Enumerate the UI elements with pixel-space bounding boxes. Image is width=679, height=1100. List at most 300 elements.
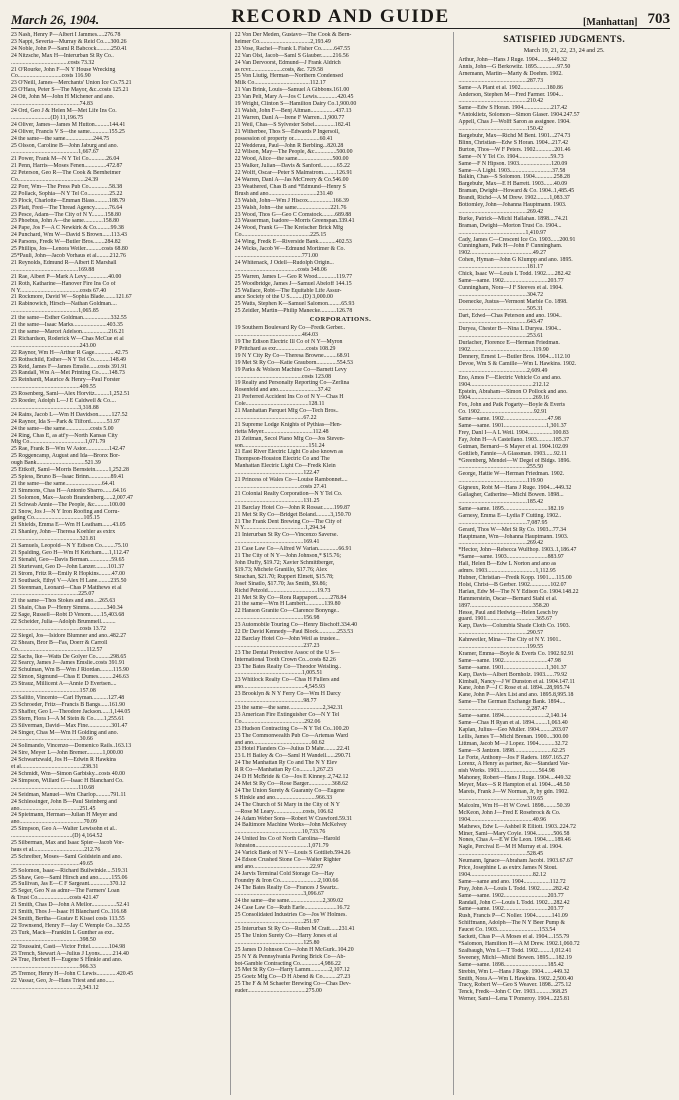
judgment-entry: 24 Oliver, Francis V S—the same.............155.25: [11, 128, 125, 135]
judgment-entry: Kimball, Nancy—J W Dunston et al. 1904.147.11: [458, 678, 576, 685]
judgment-entry: 23 Van Pelt, Mary A—Jos C Lewis..............420.45: [234, 94, 354, 101]
judgment-entry: 25 Zeidler, Martin—Philip Manecke...........126.78: [234, 308, 353, 315]
judgment-entry: Schiffmann, Adolph—The N Y Beer Pump &: [458, 920, 566, 927]
judgment-entry: 25 Von Liutig, Herman—Northern Condensed: [234, 73, 344, 80]
judgment-entry: 23 Nappi, Severia—Murray & Reid Co.....300.26: [11, 38, 127, 45]
judgment-entry: 23 Rothschild, Esther—N Y Tel Co...........148.49: [11, 356, 126, 363]
publication-title: RECORD AND GUIDE: [231, 6, 450, 27]
judgment-entry: 25 The F & M Schaefer Brewing Co—Chas Dev-: [234, 981, 351, 988]
judgment-entry: Eno, Amos F—Electric Vehicle Co and ano.: [458, 374, 562, 381]
judgment-entry: 24 The Bates Realty Co—Frances J Swartz..: [234, 884, 339, 891]
judgment-entry: ...............................................199.55: [458, 644, 544, 651]
judgment-entry: ..............................................225.07: [11, 591, 95, 598]
judgment-entry: 24 Schmidt, Wm—Simon Garbisky...costs 40.00: [11, 770, 125, 777]
judgment-entry: 24 Raynor, Ida S—Park & Tilford...........51.97: [11, 418, 120, 425]
judgment-entry: Cunningham, Nora—J F Steeves et al. 1904.: [458, 284, 563, 291]
judgment-entry: Tracy, Robert W—Geo S Weaver. 1898...275.12: [458, 982, 572, 989]
judgment-entry: 21 The City of N Y—John Johnson,* $15.76;: [234, 553, 341, 560]
judgment-entry: 25 Woodbridge, James J—Samuel Abeloff 144.15: [234, 280, 352, 287]
judgment-entry: 22 Raynor, Wm H—Arthur R Gage..............42.75: [11, 349, 129, 356]
judgment-entry: Chick, Isaac W—Louis L Todd. 1902......282.42: [458, 271, 571, 278]
judgment-entry: Kaplan, Julius—Geo Muller. 1904.........203.07: [458, 726, 569, 733]
judgment-entry: 24 Adam Weber Sons—Robert W Crawford.59.31: [234, 815, 353, 822]
judgment-entry: guard. 1901..................................365.67: [458, 616, 553, 623]
judgment-entry: & Trust Co......................costs 421.47: [11, 895, 99, 902]
judgment-entry: Lellis, James T—Michl Brenan. 1900....300.00: [458, 733, 569, 740]
judgment-entry: Co...........................................292.06: [234, 718, 321, 725]
judgment-entry: Gerard, Thos W—Met St Ry Co. 1903...77.34: [458, 526, 566, 533]
judgment-entry: ...........................(D) 11,196.75: [11, 114, 84, 121]
judgment-entry: 23 Vose, Rachel—Frank L Fisher Co.........647.55: [234, 45, 351, 52]
judgment-entry: S Hinkle and ano............................966.33: [234, 794, 333, 801]
judgment-entry: 21 the same—Wm H Lambert.............139.80: [234, 601, 341, 608]
judgment-entry: 23 Turk, Mack—Franklin L Gunther as exr..: [11, 929, 115, 936]
judgment-entry: Same—The German Exchange Bank. 1894....: [458, 699, 566, 706]
judgment-entry: 24 Singer, Chas M—Wm H Golding and ano.: [11, 729, 119, 736]
judgment-entry: 23 Reinhardt, Maurice & Henry—Paul Forster: [11, 377, 121, 384]
judgment-entry: Bottomley, John—Johanna Hauptmann. 1903.: [458, 202, 567, 209]
judgment-entry: 22 Van Olst, Jacob—Saml S Glauber........216.56: [234, 52, 349, 59]
judgment-entry: Burton, Thos—W F Peters. 1902.............201.46: [458, 146, 571, 153]
judgment-entry: Milk Co......................................112.17: [234, 80, 326, 87]
judgment-entry: 23 Plock, Charlotte—Emman Blass..........188.79: [11, 197, 126, 204]
judgment-entry: Same—S Jantzen. 1898..........................62.25: [458, 747, 566, 754]
judgment-entry: 23 Schroeder, Fritz—Francis B Bangs......161.90: [11, 701, 126, 708]
judgment-entry: 21 Reynolds, Edmund R—Albert E Marshall: [11, 259, 117, 266]
judgment-entry: Malcolm, Wm H—H W Cowl. 1898.........50.39: [458, 802, 570, 809]
judgment-entry: 23 Automobile Touring Co—Henry Bischoff.334.40: [234, 622, 358, 629]
judgment-entry: 23 Salitto, Vincento—Carl Hyman...........127.48: [11, 695, 125, 701]
judgment-entry: Mareis, Frank J—W Norman, Jr, by gdn. 1902.: [458, 789, 569, 796]
judgment-entry: Same—same. 1902..............................203.77: [458, 892, 564, 899]
judgment-entry: 25 Schreiber, Moses—Saml Goldstein and ano.: [11, 853, 122, 860]
judgment-entry: 24 Met St Ry Co—Rose Barger................368.62: [234, 780, 348, 787]
judgment-entry: 24 Ring, Chas E, as att'y—North Kansas City: [11, 432, 118, 439]
judgment-entry: 23 Weathered, Chas B and *Edmund—Henry S: [234, 183, 346, 190]
judgment-entry: Braman, Dwight—Howard & Co. 1904..1,485.45: [458, 188, 575, 195]
judgment-entry: Sackett, Chas P—A Moses et al. 1904....155.79: [458, 934, 570, 941]
judgment-entry: 24 Noble, John P—Saml R Babcock..........250.41: [11, 45, 128, 52]
judgment-entry: Randall, John C—Louis L Todd. 1902....282.42: [458, 899, 570, 906]
judgment-entry: 19 Realty and Personalty Reporting Co—Zerlina: [234, 380, 350, 387]
judgment-entry: 24 Nitzsche, Max H—Interurban St Ry Co..: [11, 52, 114, 59]
judgment-entry: 21 Spalding, Geo H—Wm H Ketcham.....1,112.47: [11, 549, 130, 556]
judgment-entry: 25 Olsson, Caroline B—John Jaburg and ano.: [11, 142, 119, 149]
judgment-entry: Cohen, Hyman—John G Klumpp and ano. 1895.: [458, 257, 573, 264]
judgment-entry: Same—A Light. 1903.............................37.58: [458, 167, 566, 174]
judgment-entry: 21 the same—Esther Goldman...................332.55: [11, 315, 127, 322]
judgment-entry: 21 East River Electric Light Co also known as: [234, 449, 344, 456]
judgment-entry: ...........................................costs 348.06: [234, 266, 327, 273]
judgment-entry: 21 Shanley, John—Theresa Koehler as extrx: [11, 529, 116, 536]
judgment-entry: Co..............................costs 116.90: [11, 73, 91, 80]
judgment-entry: 21 Met St Ry Co—Bridget Boland..........3,150.70: [234, 511, 351, 518]
judgment-entry: ...............................................150.42: [458, 126, 544, 133]
judgment-entry: 25 Spiess, Bruno B—Isaac Brinn...............89.41: [11, 474, 124, 480]
judgment-entry: ..............................................110.68: [11, 784, 95, 791]
judgment-entry: Tenck, Fredk—John C Orr. 1903...........368.25: [458, 989, 568, 996]
judgment-entry: ...............................................643.47: [458, 319, 544, 326]
judgment-entry: 22 Wilson, May—The People, &c...............500.00: [234, 149, 353, 156]
judgment-entry: Johnston....................................1,071.79: [234, 843, 329, 850]
judgment-entry: 24 Simpson, Willard G—Isaac H Blanchard Co.: [11, 777, 124, 784]
judgment-entry: 19 Parks & Wolson Machine Co—Barnett Levy: [234, 366, 347, 373]
judgment-entry: 21 Interurban St Ry Co—Vincenzo Saverse.: [234, 532, 338, 539]
judgment-entry: 25 Silberman, Max and Isaac Spier—Jacob Vor-: [11, 840, 124, 847]
judgment-entry: 25 Interurban St Ry Co—Ruben M Cratt......231.41: [234, 926, 355, 932]
judgment-entry: 25 Consolidated Industries Co—Jos W Holmes.: [234, 912, 347, 919]
judgment-entry: 21 Walsh, John F—Benj Altman.................437.13: [234, 107, 352, 114]
judgment-entry: Mathews, Edw L—Ashbel R Elliott. 1903..224.72: [458, 823, 576, 830]
judgment-entry: George, Hattie W—Herman Friedman. 1902.: [458, 471, 565, 478]
judgment-entry: 24 Wing, Fredk E—Riverside Bank............402.53: [234, 239, 352, 246]
judgment-entry: 24 Varick Bank of N Y—Louis S Gottlieb.594.26: [234, 850, 351, 857]
judgment-entry: N Y..........................................1,294.34: [234, 525, 326, 532]
judgment-entry: *Greenberg, Mendel—W Degel of Bldgs. 1896.: [458, 457, 571, 464]
judgment-entry: ..............................................464.03: [234, 332, 318, 339]
judgment-entry: 24 Schlessinger, John B—Paul Steinberg and: [11, 798, 117, 805]
judgment-entry: 1904...........................................82.12: [458, 871, 546, 878]
judgment-entry: ...............................................319.65: [458, 795, 544, 802]
judgment-entry: 23 Stern, Flora I—A M Stein & Co.......1,255.61: [11, 715, 125, 722]
judgment-entry: Gallagher, Catherine—Michl Bowen. 1898...: [458, 492, 564, 499]
judgment-entry: Same—Edw S Horan. 1904...................217.42: [458, 105, 568, 112]
judgment-entry: Frey, Danl I—A L Weil. 1904.................100.83: [458, 429, 569, 436]
judgment-entry: ...............................................966.33: [11, 964, 96, 971]
judgment-entry: John Duffy, $19.72; Xavier Schmittberger,: [234, 559, 335, 566]
judgment-entry: Co. 1902.....................................92.91: [458, 409, 547, 416]
judgment-entry: Burke, Patrick—Michl Hallahan. 1898....74.21: [458, 215, 569, 222]
judgment-entry: 19 Met St Ry Co—Katie Grauborn..............554.53: [234, 359, 353, 366]
judgment-entry: 24 Ott, John M—John H Michener and ano.: [11, 94, 115, 101]
judgment-entry: 25 Roggencamp, August and Ida—Bronx Bor-: [11, 453, 120, 460]
judgment-entry: ...............................................157.08: [11, 688, 96, 695]
judgment-entry: 24 Rains, Jacob L—Wm H Davidson.........127.52: [11, 411, 128, 418]
judgment-entry: 21 Zeitman, Secol Piano Mfg Co—Jos Steven-: [234, 435, 345, 442]
judgment-entry: ...............................................269.42: [458, 540, 544, 547]
judgment-entry: 22 Searcy, James J—James Emslie..costs 391.91: [11, 660, 125, 667]
judgment-entry: 25*Pauli, John—Jacob Vorhaus et al.........212.76: [11, 253, 126, 259]
judgment-entry: ...............................................321.81: [11, 536, 96, 543]
judgment-entry: 25 Shaw, Geo—Saml Hirsch and ano.........155.06: [11, 874, 128, 881]
judgment-entry: Same—A Plant et al. 1902..................180.86: [458, 84, 563, 91]
judgment-entry: 23 American Fire Extinguisher Co—N Y Tel: [234, 711, 340, 718]
judgment-entry: Dart, Edwd—Chas Peterson and ano. 1904..: [458, 312, 562, 319]
judgment-entry: 25 Rae, Frank B—Wm W Astor................142.47: [11, 446, 126, 453]
judgment-entry: ...............................................398.50: [11, 936, 96, 943]
judgment-entry: Miner, Saml—Mary Coyle. 1904............506.58: [458, 830, 570, 837]
judgment-entry: 1904...........................................40.96: [458, 816, 546, 823]
borough-section: [Manhattan]: [583, 17, 638, 28]
judgment-entry: 21 Roth, Katharine—Hanover Fire Ins Co of: [11, 280, 116, 287]
judgment-entry: 21 Preferred Accident Ins Co of N Y—Chas H: [234, 394, 344, 401]
judgment-entry: 21 Smith, Chas D—John A Mellor.................52.41: [11, 902, 130, 909]
judgment-entry: 23 Nash, Henry P—Albert I Jammes.....276.78: [11, 32, 121, 38]
judgment-entry: 23 Phoebus, John A—the same.............158.80: [11, 218, 119, 225]
judgment-entry: ..............................................1,065.85: [11, 308, 99, 315]
judgment-entry: and ano.......................................22.97: [234, 863, 324, 870]
judgment-entry: Smith, Nora A—Wm L Hawkins. 1902..2,500.40: [458, 975, 574, 982]
judgment-entry: ..............................................1,667.67: [11, 149, 99, 156]
judgment-entry: ano..........................................4,545.93: [234, 684, 325, 691]
judgment-entry: 1902...........................................49.27: [458, 250, 546, 257]
judgment-entry: Hesse, Paul and Hedwig—Helen Lesch by: [458, 609, 558, 616]
judgment-entry: Same—same. 1902..............................203.77: [458, 278, 564, 284]
judgment-entry: 21 the same—the same.........................64.41: [11, 480, 116, 487]
judgment-entry: Manhattan Electric Light Co—Fredk Klein: [234, 463, 336, 470]
judgment-entry: Braman, Dwight—Morton Trust Co. 1904...: [458, 222, 562, 229]
judgment-entry: 24 Whitenack, J Odell—Rudolph Origin...: [234, 259, 334, 266]
judgment-entry: Josef Sinatlo, $17.70; Jas Smith, $9.86;: [234, 580, 328, 587]
judgment-entry: ..............................................771.00: [234, 253, 318, 259]
judgment-entry: P Pritchard as exr.....................costs 108.29: [234, 345, 336, 352]
judgment-entry: 24 D H McBride & Co—Jos E Kinney..2,742.12: [234, 774, 349, 781]
judgment-entry: 23 Whitlock Realty Co—Chas H Fullers and: [234, 677, 340, 684]
judgment-entry: 21 O'Rourke, John F—N Y House Wrecking: [11, 66, 116, 73]
judgment-entry: possession of property or..................60.41: [234, 135, 333, 142]
judgment-entry: 24 The Church of St Mary in the City of N Y: [234, 801, 341, 808]
judgment-entry: Thompson-Houston Electric Co and The: [234, 456, 330, 463]
judgment-entry: 23 Walsh, John—Wm J Hiscox.................166.39: [234, 197, 349, 204]
judgment-entry: 24 True, Herbert H—Eugene S Hinkle and ano.: [11, 957, 123, 964]
judgment-entry: 22 Wedderau, Paul—John R Berbling...820.28: [234, 142, 344, 149]
judgment-entry: Cunningham, Patk H—John F Cunningham.: [458, 243, 563, 250]
judgment-entry: 23 Platt, Fred—The Thread Agency..........76.64: [11, 204, 123, 211]
judgment-entry: ...............................................505.31: [458, 305, 544, 312]
judgment-entry: 25 Sullivan, Jas E—C F Sargeant..............370.12: [11, 881, 126, 888]
judgment-entry: Same—same. 1901.............................1,301.37: [458, 664, 567, 671]
judgment-entry: 21 Rockmore, David W—Sophia Blade........121.67: [11, 294, 132, 301]
judgment-entry: 23 The Dental Protective Assoc of the U S—: [234, 649, 340, 656]
judgment-entry: ..............................................169.88: [11, 266, 95, 273]
judgment-entry: 22 Siegel, Jos—Isidore Blumner and ano..482.27: [11, 632, 127, 639]
judgment-entry: Cady, James C—Crescent Ice Co. 1903......200.91: [458, 236, 576, 243]
judgment-entry: Holst, Christ—B Gerber. 1902..............102.07: [458, 581, 567, 588]
judgment-entry: 23 Trench, Stewart A—Julius J Lyons.........214.40: [11, 950, 129, 957]
judgment-entry: 23 Silverman, David—Max Fine................301.47: [11, 722, 128, 729]
judgment-entry: Fox, John and Patk Fogarty—Boyle & Everts: [458, 402, 565, 409]
judgment-entry: 22 Von Der Meden, Gustavo—The Cook & Bern-: [234, 32, 352, 38]
judgment-entry: ...............................................409.55: [11, 384, 96, 391]
judgment-entry: Hubner, Christian—Fredk Kopp. 1901.....115.00: [458, 574, 572, 581]
judgment-entry: ...............................................98.77: [234, 698, 317, 705]
judgment-entry: Littman, Jacob M—J Lopez. 1904...........32.72: [458, 740, 568, 747]
judgment-entry: Garnesy, Emma E—Lydia F Cutting. 1902..: [458, 512, 562, 519]
judgment-entry: 22 Vassar, Geo, Jr—Hans Triest and ano......: [11, 978, 115, 985]
judgment-entry: 25 Phillips, Jos—Lenora Weiler...........costs 68.80: [11, 246, 128, 253]
judgment-entry: ..........................................(D) 4,164.52: [11, 833, 103, 840]
judgment-entry: 21 Barclay Hotel Co—John R Rossar........199.87: [234, 504, 350, 511]
judgment-entry: Karp, Davis—Albert Bornholz. 1903......79.92: [458, 671, 568, 678]
judgment-entry: R R Co—Manhattan Ry Co.........1,267.23: [234, 767, 333, 774]
judgment-entry: .......................................costs 73.32: [11, 59, 95, 66]
judgment-entry: ..............................................costs 123.08: [234, 373, 332, 380]
judgment-entry: ...............................................3,096.67: [234, 891, 324, 898]
judgment-entry: 22 Porr, Wm—The Press Pub Co..............58.38: [11, 183, 123, 190]
judgment-entry: 23 Hudson Contracting Co—N Y Tel Co..100.20: [234, 725, 349, 732]
judgment-entry: 25 James D Johnson Co—John H McGurk..104.20: [234, 946, 354, 953]
judgment-entry: ...............................................2,609.49: [458, 367, 548, 374]
judgment-entry: 24 Warren, Danl A—Jas McCreery & Co.546.00: [234, 177, 349, 184]
judgment-entry: ...............................................237.23: [234, 642, 320, 649]
judgment-entry: 19 Southern Boulevard Ry Co—Fredk Gerber..: [234, 325, 345, 332]
judgment-entry: Same—same. 1902..............................47.98: [458, 657, 561, 664]
judgment-entry: ..............................................1,005.51: [234, 670, 323, 677]
judgment-entry: Gutman, Bernard—S Mayer et al. 1904.102.09: [458, 443, 569, 450]
judgment-entry: 23 Wood, Thos G—Geo C Comstock.........689.88: [234, 211, 352, 218]
judgment-entry: ...............................................290.57: [458, 630, 544, 637]
judgment-entry: ance Society of the U S.........(D) 3,000.00: [234, 294, 333, 301]
judgment-entry: 23 Reid, James F—James Emslie......costs 391.91: [11, 363, 128, 370]
judgment-entry: ...............................................119.90: [458, 478, 543, 485]
judgment-entry: 22 Wolff, Oscar—Peter S Malmstrom.........126.91: [234, 170, 353, 177]
judgment-entry: 21 Case Law Co—Alfred W Varian..............66.91: [234, 546, 352, 553]
judgment-entry: 1904...........................................212.12: [458, 381, 549, 388]
judgment-entry: ..............................................1,410.97: [458, 229, 546, 236]
judgment-entry: Co...............................................112.57: [11, 646, 103, 653]
judgment-entry: Same—F N Hipson. 1903......................120.09: [458, 160, 568, 167]
judgment-entry: 22 Sage, Russell—Robt D Venom.......15,403.68: [11, 612, 125, 619]
judgment-entry: Epstein, Abraham—Simon O Pollock and ano.: [458, 388, 568, 395]
judgment-entry: 21 Colonial Realty Corporation—N Y Tel Co.: [234, 490, 343, 497]
judgment-entry: Faucet Co. 1903.............................153.54: [458, 927, 556, 934]
issue-date: March 26, 1904.: [11, 12, 100, 27]
judgment-entry: Appell, Chas J—Wolff Saron as assignee. 1904.: [458, 119, 571, 126]
judgment-entry: Rush, Francis P—C Noller. 1904...........141.09: [458, 913, 568, 920]
judgment-entry: Same—same. 1894.............................2,140.14: [458, 713, 567, 720]
judgment-entry: Szalbaugh, Wm L—T Todd. 1902.........1,012.41: [458, 947, 572, 954]
judgment-entry: admrs. 1903.................................1,112.95: [458, 568, 556, 575]
judgment-entry: 21 Rabinowich, Hirsch—Nathan Goldman....: [11, 301, 117, 308]
judgment-entry: Same—same. 1901.............................1,301.37: [458, 423, 567, 430]
judgment-entry: 22 Sachs, Ike—Watts De Golyer Co..........298.65: [11, 653, 127, 660]
page-header: [11, 6, 670, 29]
judgment-entry: *Salomon, Hamilton H—A M Drew. 1902.1,060.72: [458, 941, 580, 947]
judgment-entry: 22 Schulman, Wm B—Wm J Riordan.........115.90: [11, 667, 129, 674]
judgment-entry: 24 Pape, Jos F—A C Newkirk & Co..........99.38: [11, 225, 124, 232]
judgment-entry: Same—N Y Tel Co. 1904......................59.73: [458, 153, 564, 160]
judgment-entry: ...............................................67.22: [234, 414, 317, 421]
judgment-entry: 25 N Y & Pennsylvania Paving Brick Co—Ab-: [234, 953, 346, 960]
judgment-entry: 25 Met St Ry Co—Harry Lamm.............2,107.12: [234, 967, 350, 974]
judgment-entry: 24 Schwartzwald, Jos H—Edwin R Hawkins: [11, 757, 117, 764]
judgment-entry: 24 the same—the same.................costs 5.00: [11, 425, 114, 432]
judgment-entry: 23 O'Hara, Peter S—The Mayor, &c..costs 125.21: [11, 87, 129, 94]
judgment-entry: 22 Scheider, Julia—Adolph Brummell..........: [11, 619, 116, 626]
judgment-entry: Sweeney, Michl—Michl Bowen. 1895.....182.19: [458, 954, 572, 961]
judgment-entry: 24 Parsons, Fredk W—Butler Bros........284.82: [11, 239, 121, 246]
judgment-entry: 21 Schwab Annie—The People, &c..........100.00: [11, 501, 126, 508]
judgment-entry: ...............................................156.98: [234, 615, 320, 622]
judgment-entry: ...............................................253.61: [458, 333, 544, 340]
judgment-entry: Werner, Saml—Lena T Pomeroy. 1904...225.81: [458, 996, 570, 1003]
judgment-entry: Strachan, $21.70; Ruppert Elmett, $15.78;: [234, 573, 334, 580]
judgment-entry: ..............................................10,733.76: [234, 829, 326, 836]
judgment-entry: 24 The Manhattan Ry Co and The N Y Elev: [234, 760, 338, 767]
judgment-entry: 25 Simpson, Geo A—Walter Lewisohn et al..: [11, 826, 117, 833]
judgment-entry: Foundry & Iron Co..........................2,100.66: [234, 877, 339, 884]
judgment-entry: *Hector, John—Rebecca Wulfhop. 1903..1,186.47: [458, 547, 577, 554]
judgment-entry: Balkin, Chas—S Solomon. 1904.............258.28: [458, 174, 570, 181]
judgment-entry: 22 Barclay Hotel Co—John Weil as trustee...: [234, 635, 340, 642]
judgment-entry: ough Bank.................................521.39: [11, 460, 101, 467]
judgment-entry: Strebin, Wm L—Hans J Ruge. 1904.......449.32: [458, 968, 570, 975]
judgment-entry: 22 Townsend, Henry F—Jay C Wemple Co...32.55: [11, 922, 130, 929]
judgment-entry: 21 Rae, Albert P—Mark A Levy...............40.00: [11, 273, 122, 280]
judgment-entry: Cole...........................................128.11: [234, 401, 325, 408]
judgment-entry: 21 the same—Marcet Adelson..................216.21: [11, 328, 125, 335]
judgment-entry: ano.........................................251.45: [11, 805, 96, 812]
judgment-entry: nish Works. 1903...........................564.98: [458, 768, 555, 775]
judgment-entry: 21 Supreme Lodge Knights of Pythias—Hen-: [234, 421, 342, 428]
judgment-entry: 21 Witherbee, Thos S—Edwards P Ingersoll,: [234, 128, 340, 135]
judgment-entry: 19 The Edison Electric Ill Co of N Y—Myron: [234, 338, 343, 345]
judgment-entry: 23 The Bates Realty Co—Theodor Weisling..: [234, 663, 341, 670]
judgment-entry: 21 The Frank Dent Brewing Co—The City of: [234, 518, 342, 525]
judgment-entry: ...............................................304.72: [458, 291, 544, 298]
judgment-entry: 21 Princess of Wales Co—Louise Rambonnet....: [234, 477, 348, 484]
judgment-entry: 1897...........................................358.20: [458, 602, 549, 609]
judgment-entry: ...............................................122.47: [234, 470, 320, 477]
judgment-entry: ...............................................528.45: [458, 851, 544, 858]
judgment-entry: Dennery, Ernest L—Butler Bros. 1904....112.10: [458, 353, 571, 360]
judgment-entry: bot-Gamble Contracting Co..............4,986.22: [234, 960, 341, 967]
judgment-entry: Nones, Chas A—E W De Leon. 1904......189.46: [458, 837, 571, 844]
judgment-entry: 25 Solomon, Isaac—Richard Bullwinkle....519.31: [11, 867, 129, 874]
judgment-entry: 24 Punchard, Wm W—David S Brown......113.43: [11, 232, 127, 239]
judgment-entry: 23 Randall, Wm A—Met Printing Co.......148.73: [11, 370, 125, 377]
judgment-entry: ...............................................7,087.95: [458, 519, 548, 526]
judgment-entry: 21 the same—Isaac Marks.......................403.35: [11, 322, 123, 329]
judgment-entry: 21 Penn, Harris—Moses Fenen...............472.87: [11, 163, 123, 170]
judgment-entry: ...............................................255.50: [458, 464, 544, 471]
judgment-entry: 19 N Y City Ry Co—Theresa Browne.........68.91: [234, 352, 350, 359]
judgment-entry: 22 Dr David Kennedy—Paul Block.............253.53: [234, 629, 354, 636]
judgment-entry: Durlacher, Florence E—Herman Friedman.: [458, 340, 560, 347]
judgment-entry: 24 Seidman, Manuel—Wm Charlop..........791.11: [11, 791, 127, 798]
judgment-entry: ...............................................269.42: [458, 208, 544, 215]
judgment-entry: 22 Wood, Alice—the same........................500.00: [234, 156, 349, 163]
judgment-entry: Arnemann, Martin—Marty & Doehm. 1902.: [458, 70, 563, 77]
judgment-entry: Co...............................................225.15: [234, 232, 327, 239]
judgment-entry: Gottlieb, Fannie—A Glassman. 1903......92.11: [458, 450, 567, 457]
judgment-entry: 25 Warren, James L—Geo R Wood.............119.77: [234, 273, 353, 280]
judgment-entry: haus et al...................................212.76: [11, 846, 101, 853]
judgment-entry: Fay, John H—A Castellano. 1903...........185.37: [458, 436, 569, 443]
judgment-entry: Hauptmann, Wm—Johanna Hauptmann. 1903.: [458, 533, 569, 540]
judgment-entry: son.............................................151.24: [234, 442, 325, 449]
judgment-entry: *Antoklietz, Solomon—Simon Glaser. 1904.247.57: [458, 112, 580, 119]
judgment-entry: Devoe, Wm S & Camille—Wm L Hawkins. 1902.: [458, 360, 577, 367]
judgment-entry: 21 Solomon, Max—Jacob Brandenberg......2,007.47: [11, 494, 133, 501]
judgment-entry: 21 Sturtevant, Geo D—John Lanzer.........101.37: [11, 563, 125, 570]
judgment-entry: 22 Simon, Sigmund—Chas E Dumes..........246.63: [11, 674, 129, 681]
judgment-entry: 21 Snow, Jos J—N Y Iron Roofing and Corru-: [11, 508, 120, 515]
judgment-entry: Richd Petzold..................................19.73: [234, 587, 331, 594]
judgment-entry: 23 Strauz, Millicent A—Annie D Evertsen....: [11, 681, 117, 688]
column-3-satisfied: [453, 32, 670, 1095]
judgment-entry: Pray, John A—Louis L Todd. 1902.........282.42: [458, 885, 570, 892]
judgment-entry: 23 L H Bailey & Co—Saml H Wandell......290.71: [234, 753, 352, 760]
judgment-entry: ...............................................210.42: [458, 98, 544, 105]
judgment-entry: 24 Ord, Geo J & Helen M—Met Life Ins Co.: [11, 107, 117, 114]
judgment-entry: 21 Met St Ry Co—Rora Rappaport.........278.84: [234, 594, 347, 601]
judgment-entry: 21 Strom, Fritz R—Emily R Hopkins.........47.00: [11, 570, 125, 577]
satisfied-judgments-heading: SATISFIED JUDGMENTS.: [503, 35, 626, 45]
judgment-entry: heimer Co...................................2,193.49: [234, 38, 331, 45]
judgment-entry: ...............................................costs 13.72: [11, 625, 106, 632]
judgment-entry: ...............................................181.17: [458, 264, 544, 271]
